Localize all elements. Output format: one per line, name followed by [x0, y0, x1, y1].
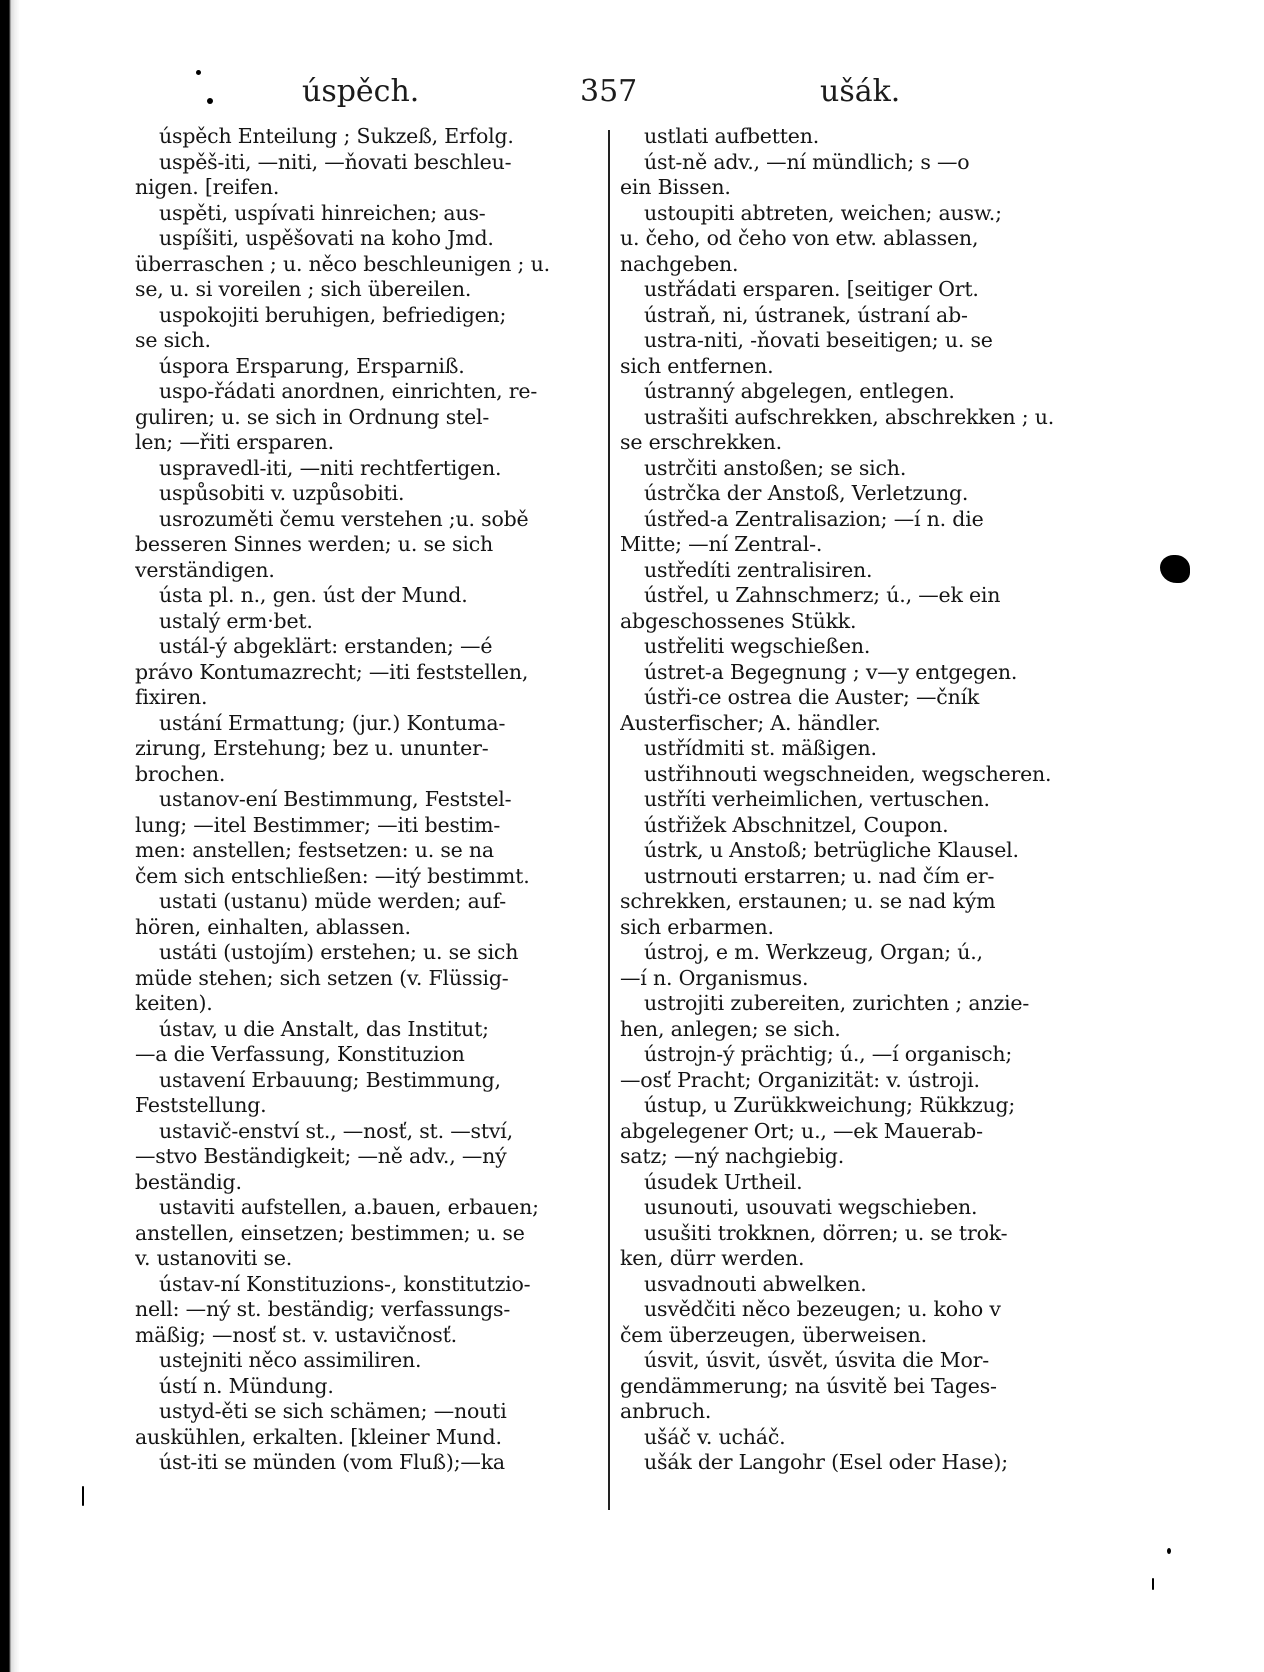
dictionary-line: ustejniti něco assimiliren.: [159, 1348, 422, 1372]
dictionary-line: schrekken, erstaunen; u. se nad kým: [620, 889, 996, 913]
dictionary-line: anbruch.: [620, 1399, 712, 1423]
dictionary-line: ušáč v. ucháč.: [644, 1424, 786, 1449]
dictionary-line: besseren Sinnes werden; u. se sich: [135, 532, 493, 556]
dictionary-line: ústav, u die Anstalt, das Institut;: [159, 1016, 489, 1041]
dictionary-line: usušiti trokknen, dörren; u. se trok-: [644, 1220, 1008, 1245]
dictionary-line: anstellen, einsetzen; bestimmen; u. se: [135, 1220, 525, 1245]
dictionary-line: Austerfischer; A. händler.: [620, 710, 881, 735]
dictionary-line: usvadnouti abwelken.: [644, 1271, 867, 1296]
dictionary-line: ustřádati ersparen. [seitiger Ort.: [644, 277, 979, 301]
dictionary-line: abgelegener Ort; u., —ek Mauerab-: [620, 1118, 983, 1143]
dictionary-line: verständigen.: [135, 557, 275, 582]
dictionary-line: ústroj, e m. Werkzeug, Organ; ú.,: [644, 940, 983, 964]
dictionary-line: sich entfernen.: [620, 353, 774, 378]
dictionary-line: se, u. si voreilen ; sich übereilen.: [135, 277, 472, 301]
ink-speck: [207, 98, 213, 104]
ink-speck: [1152, 1578, 1154, 1590]
dictionary-line: ustředíti zentralisiren.: [644, 557, 873, 582]
dictionary-line: ustřeliti wegschießen.: [644, 634, 871, 658]
dictionary-line: usunouti, usouvati wegschieben.: [644, 1195, 978, 1219]
dictionary-line: čem sich entschließen: —itý bestimmt.: [135, 863, 530, 888]
dictionary-line: ústret-a Begegnung ; v—y entgegen.: [644, 659, 1018, 684]
dictionary-line: ústřižek Abschnitzel, Coupon.: [644, 812, 949, 837]
dictionary-line: len; —řiti ersparen.: [135, 430, 334, 454]
dictionary-line: ustříti verheimlichen, vertuschen.: [644, 787, 990, 811]
page-header: [0, 68, 1264, 118]
dictionary-line: —stvo Beständigkeit; —ně adv., —ný: [135, 1144, 507, 1168]
right-column: [620, 124, 1090, 1476]
dictionary-line: u. čeho, od čeho von etw. ablassen,: [620, 226, 979, 250]
dictionary-line: ústři-ce ostrea die Auster; —čník: [644, 685, 980, 709]
dictionary-line: nigen. [reifen.: [135, 175, 280, 199]
page-number: 357: [580, 74, 638, 109]
dictionary-line: uspěš-iti, —niti, —ňovati beschleu-: [159, 149, 512, 174]
ink-speck: [1167, 1548, 1171, 1554]
dictionary-line: ustrojiti zubereiten, zurichten ; anzie-: [644, 991, 1030, 1015]
dictionary-line: ústa pl. n., gen. úst der Mund.: [159, 583, 468, 607]
dictionary-line: ústraň, ni, ústranek, ústraní ab-: [644, 302, 968, 327]
dictionary-line: lung; —itel Bestimmer; —iti bestim-: [135, 812, 501, 837]
dictionary-line: ustřídmiti st. mäßigen.: [644, 736, 877, 760]
dictionary-line: ustavení Erbauung; Bestimmung,: [159, 1067, 501, 1092]
dictionary-line: ustyd-ěti se sich schämen; —nouti: [159, 1399, 507, 1423]
dictionary-line: usrozuměti čemu verstehen ;u. sobě: [159, 506, 529, 531]
dictionary-line: v. ustanoviti se.: [135, 1246, 293, 1270]
dictionary-line: ustoupiti abtreten, weichen; ausw.;: [644, 200, 1002, 225]
right-headword: ušák.: [820, 74, 901, 109]
dictionary-line: zirung, Erstehung; bez u. ununter-: [135, 736, 489, 760]
dictionary-line: ústřel, u Zahnschmerz; ú., —ek ein: [644, 583, 1001, 607]
dictionary-line: mäßig; —nosť st. v. ustavičnosť.: [135, 1322, 457, 1347]
dictionary-line: gendämmerung; na úsvitě bei Tages-: [620, 1373, 997, 1398]
dictionary-line: fixiren.: [135, 685, 208, 709]
dictionary-line: úsvit, úsvit, úsvět, úsvita die Mor-: [644, 1348, 989, 1372]
dictionary-line: —í n. Organismus.: [620, 965, 809, 990]
dictionary-line: uspěti, uspívati hinreichen; aus-: [159, 200, 486, 225]
dictionary-line: ustanov-ení Bestimmung, Feststel-: [159, 787, 512, 811]
dictionary-line: se erschrekken.: [620, 430, 782, 454]
dictionary-line: ústí n. Mündung.: [159, 1373, 334, 1398]
dictionary-line: ústav-ní Konstituzions-, konstitutzio-: [159, 1271, 531, 1296]
dictionary-line: ustrašiti aufschrekken, abschrekken ; u.: [644, 404, 1055, 429]
dictionary-line: uspůsobiti v. uzpůsobiti.: [159, 481, 405, 505]
dictionary-line: beständig.: [135, 1169, 242, 1194]
dictionary-line: ustati (ustanu) müde werden; auf-: [159, 889, 506, 913]
dictionary-line: nell: —ný st. beständig; verfassungs-: [135, 1297, 511, 1321]
dictionary-line: usvědčiti něco bezeugen; u. koho v: [644, 1297, 1001, 1321]
book-spine-edge: [0, 0, 20, 1672]
dictionary-line: abgeschossenes Stükk.: [620, 608, 857, 633]
dictionary-line: úsudek Urtheil.: [644, 1169, 803, 1194]
dictionary-line: ustra-niti, -ňovati beseitigen; u. se: [644, 328, 993, 352]
dictionary-line: úspora Ersparung, Ersparniß.: [159, 353, 465, 378]
dictionary-line: —a die Verfassung, Konstituzion: [135, 1042, 465, 1066]
dictionary-line: ustrčiti anstoßen; se sich.: [644, 455, 907, 480]
dictionary-line: ústranný abgelegen, entlegen.: [644, 379, 955, 403]
dictionary-line: uspravedl-iti, —niti rechtfertigen.: [159, 455, 502, 480]
dictionary-line: ustavič-enství st., —nosť, st. —ství,: [159, 1118, 513, 1143]
dictionary-line: ústrojn-ý prächtig; ú., —í organisch;: [644, 1042, 1013, 1066]
left-column: [135, 124, 605, 1476]
dictionary-line: ustřihnouti wegschneiden, wegscheren.: [644, 761, 1052, 786]
dictionary-line: ustalý erm·bet.: [159, 608, 313, 633]
dictionary-line: hören, einhalten, ablassen.: [135, 914, 411, 939]
dictionary-line: úst-iti se münden (vom Fluß);—ka: [159, 1450, 505, 1474]
dictionary-line: ustrnouti erstarren; u. nad čím er-: [644, 863, 995, 888]
dictionary-line: čem überzeugen, überweisen.: [620, 1322, 927, 1347]
dictionary-line: brochen.: [135, 761, 226, 786]
dictionary-line: uspo-řádati anordnen, einrichten, re-: [159, 379, 538, 403]
dictionary-line: Feststellung.: [135, 1093, 267, 1117]
dictionary-line: nachgeben.: [620, 251, 739, 276]
dictionary-line: ustaviti aufstellen, a.bauen, erbauen;: [159, 1195, 539, 1219]
dictionary-line: guliren; u. se sich in Ordnung stel-: [135, 404, 490, 429]
dictionary-line: úst-ně adv., —ní mündlich; s —o: [644, 149, 970, 174]
dictionary-line: uspokojiti beruhigen, befriedigen;: [159, 302, 507, 327]
dictionary-line: Mitte; —ní Zentral-.: [620, 532, 823, 556]
dictionary-line: keiten).: [135, 991, 213, 1015]
dictionary-line: ústrčka der Anstoß, Verletzung.: [644, 481, 969, 505]
column-divider: [608, 130, 610, 1510]
dictionary-line: ustál-ý abgeklärt: erstanden; —é: [159, 634, 493, 658]
dictionary-line: uspíšiti, uspěšovati na koho Jmd.: [159, 226, 494, 250]
dictionary-line: satz; —ný nachgiebig.: [620, 1144, 845, 1168]
dictionary-line: ustání Ermattung; (jur.) Kontuma-: [159, 710, 506, 735]
dictionary-line: úspěch Enteilung ; Sukzeß, Erfolg.: [159, 124, 514, 148]
left-headword: úspěch.: [302, 74, 420, 109]
ink-blot: [1160, 555, 1190, 583]
dictionary-line: právo Kontumazrecht; —iti feststellen,: [135, 659, 529, 684]
dictionary-line: ústup, u Zurükkweichung; Rükkzug;: [644, 1093, 1016, 1117]
dictionary-line: men: anstellen; festsetzen: u. se na: [135, 838, 494, 862]
dictionary-line: ústřed-a Zentralisazion; —í n. die: [644, 506, 984, 531]
dictionary-line: müde stehen; sich setzen (v. Flüssig-: [135, 965, 509, 990]
dictionary-line: ustlati aufbetten.: [644, 124, 820, 148]
dictionary-line: —osť Pracht; Organizität: v. ústroji.: [620, 1067, 980, 1092]
dictionary-line: sich erbarmen.: [620, 914, 774, 939]
ink-speck: [82, 1486, 84, 1506]
dictionary-line: hen, anlegen; se sich.: [620, 1016, 841, 1041]
dictionary-line: se sich.: [135, 328, 211, 352]
dictionary-line: ein Bissen.: [620, 175, 731, 199]
dictionary-line: ken, dürr werden.: [620, 1246, 805, 1270]
dictionary-line: ustáti (ustojím) erstehen; u. se sich: [159, 940, 519, 964]
dictionary-line: ušák der Langohr (Esel oder Hase);: [644, 1450, 1008, 1474]
dictionary-line: überraschen ; u. něco beschleunigen ; u.: [135, 251, 550, 276]
dictionary-line: auskühlen, erkalten. [kleiner Mund.: [135, 1424, 502, 1449]
dictionary-line: ústrk, u Anstoß; betrügliche Klausel.: [644, 838, 1019, 862]
ink-speck: [196, 70, 201, 75]
